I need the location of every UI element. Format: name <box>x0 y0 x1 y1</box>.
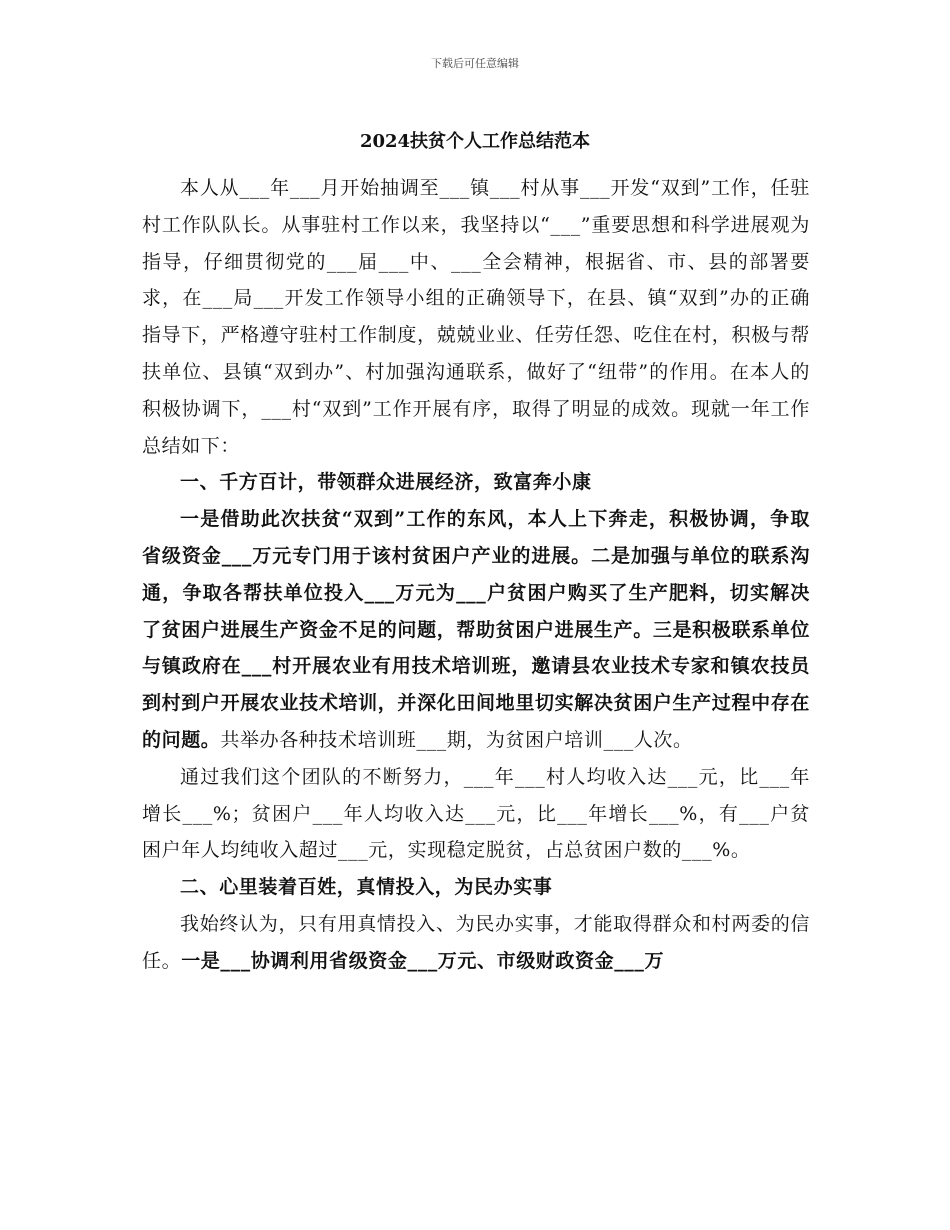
section-1-heading: 一、千方百计，带领群众进展经济，致富奔小康 <box>180 471 592 494</box>
document-body <box>142 170 810 980</box>
intro-paragraph: 本人从___年___月开始抽调至___镇___村从事___开发“双到”工作，任驻村工作队队长。从事驻村工作以来，我坚持以“___”重要思想和科学进展观为指导，仔细贯彻党的___届___中、___全会精神，根据省、市、县的部署要求，在___局___开发工作领导小组的正确领导下，在县、镇“双到”办的正确指导下，严格遵守驻村工作制度，兢兢业业、任劳任怨、吃住在村，积极与帮扶单位、县镇“双到办”、村加强沟通联系，做好了“纽带”的作用。在本人的积极协调下，___村“双到”工作开展有序，取得了明显的成效。现就一年工作总结如下： <box>142 177 810 457</box>
section-1-paragraph <box>142 501 810 759</box>
section-2-paragraph <box>142 906 810 980</box>
section-1-normal-text: 共举办各种技术培训班___期，为贫困户培训___人次。 <box>220 728 693 751</box>
section-1-results-paragraph: 通过我们这个团队的不断努力，___年___村人均收入达___元，比___年增长___%；贫困户___年人均收入达___元，比___年增长___%，有___户贫困户年人均纯收入超过___元，实现稳定脱贫，占总贫困户数的___%。 <box>142 765 810 862</box>
section-2-heading: 二、心里装着百姓，真情投入，为民办实事 <box>180 876 553 899</box>
page-header-note: 下载后可任意编辑 <box>431 57 519 70</box>
section-2-bold-text: 一是___协调利用省级资金___万元、市级财政资金___万 <box>181 949 665 972</box>
section-2-normal-text: 我始终认为，只有用真情投入、为民办实事，才能取得群众和村两委的信任。 <box>142 912 810 972</box>
document-title: 2024扶贫个人工作总结范本 <box>359 131 591 152</box>
section-1-bold-text: 一是借助此次扶贫“双到”工作的东风，本人上下奔走，积极协调，争取省级资金___万元专门用于该村贫困户产业的进展。二是加强与单位的联系沟通，争取各帮扶单位投入___万元为___户贫困户购买了生产肥料，切实解决了贫困户进展生产资金不足的问题，帮助贫困户进展生产。三是积极联系单位与镇政府在___村开展农业有用技术培训班，邀请县农业技术专家和镇农技员到村到户开展农业技术培训，并深化田间地里切实解决贫困户生产过程中存在的问题。 <box>142 508 810 751</box>
